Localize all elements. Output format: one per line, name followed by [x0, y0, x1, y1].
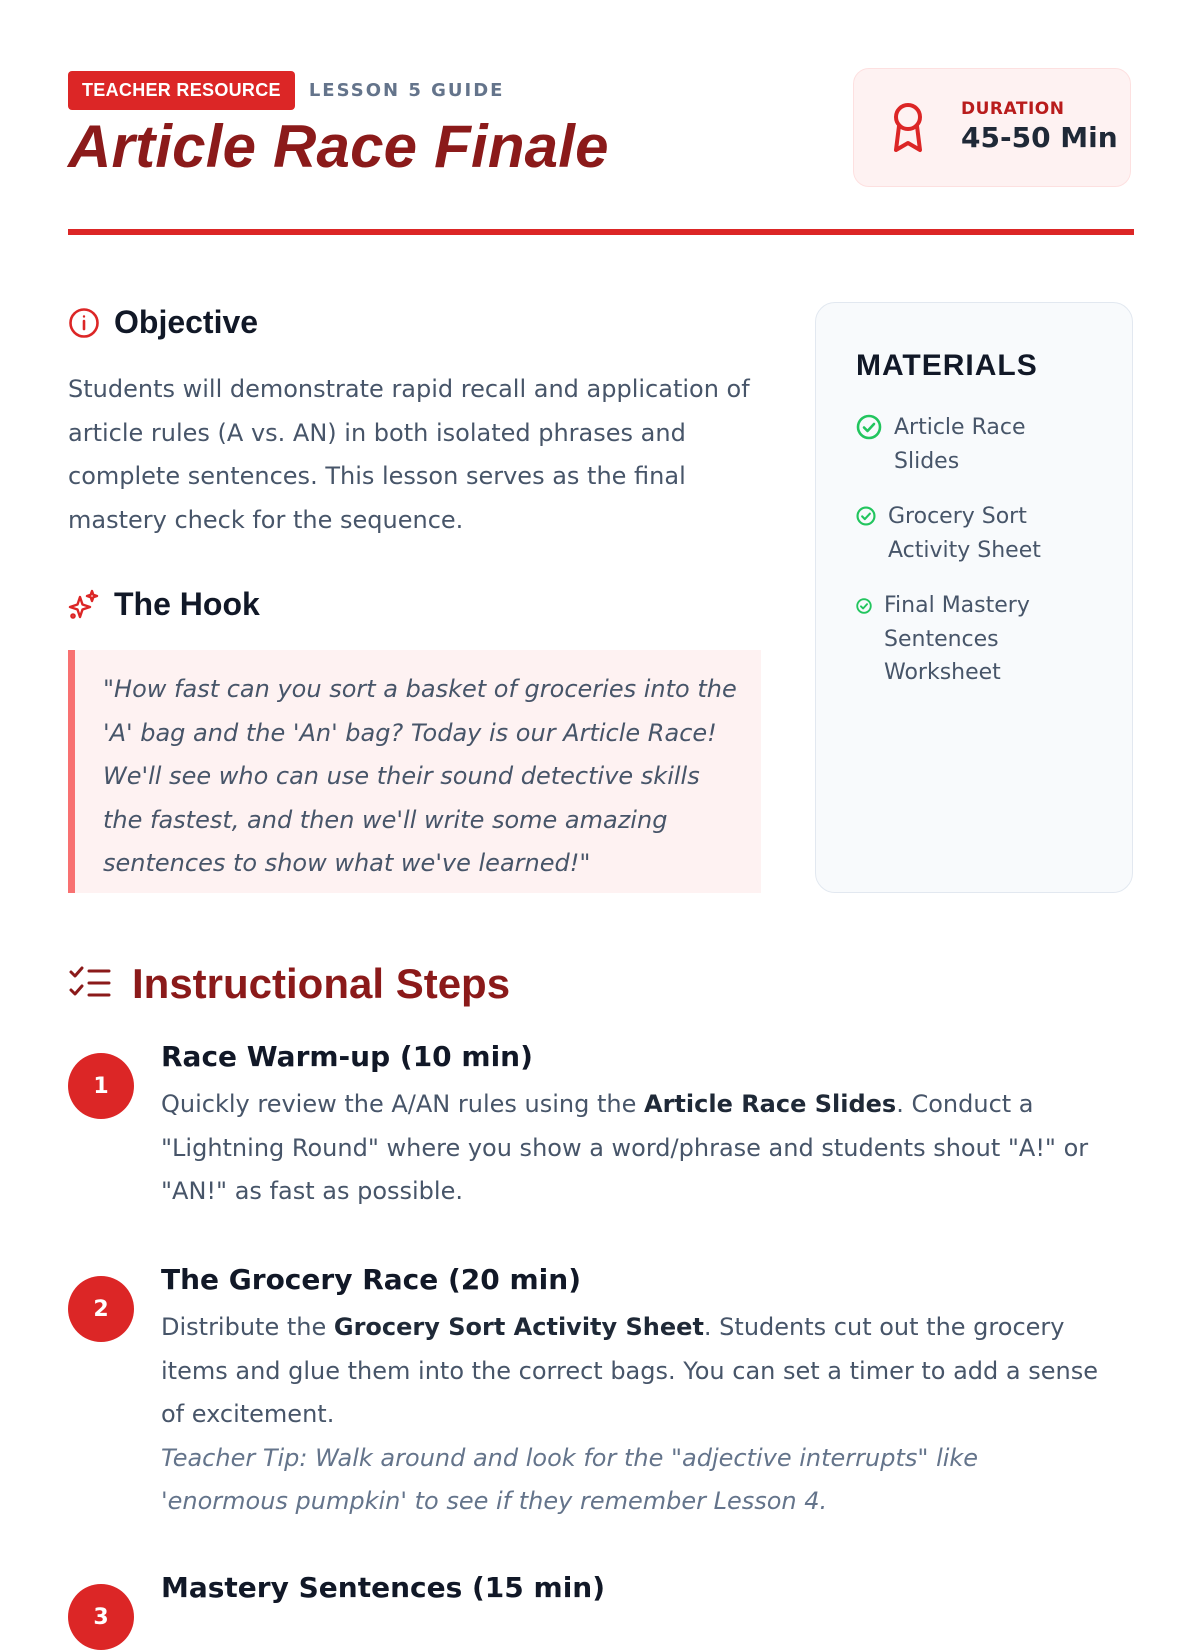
objective-heading: Objective — [114, 304, 259, 340]
sparkles-icon — [68, 589, 100, 621]
materials-heading: MATERIALS — [856, 349, 1038, 382]
header-badges — [68, 71, 504, 110]
checklist-icon — [68, 964, 112, 1004]
duration-info — [961, 99, 1118, 154]
check-circle-icon — [856, 598, 872, 614]
step-text-pre: Distribute the — [161, 1313, 334, 1341]
step-title: Race Warm-up (10 min) — [161, 1040, 533, 1073]
duration-value: 45-50 Min — [961, 121, 1118, 154]
step-text-bold: Article Race Slides — [644, 1090, 897, 1118]
header-divider — [68, 229, 1134, 235]
step-text-post: . Students cut out the grocery items and glue them into the correct bags. You can set a timer to add a sense of excitement. — [161, 1313, 1098, 1428]
material-item — [856, 411, 1092, 478]
materials-card — [815, 302, 1133, 893]
step-number: 1 — [68, 1053, 134, 1119]
material-label: Grocery Sort Activity Sheet — [888, 504, 1041, 563]
material-item — [856, 500, 1092, 567]
step-body — [161, 1571, 1101, 1614]
teacher-resource-badge: TEACHER RESOURCE — [68, 71, 295, 110]
step-number: 3 — [68, 1584, 134, 1650]
material-item — [856, 589, 1092, 690]
teacher-tip: Teacher Tip: Walk around and look for the "adjective interrupts" like 'enormous pumpkin' to see if they remember Lesson 4. — [161, 1443, 979, 1515]
objective-text: Students will demonstrate rapid recall and application of article rules (A vs. AN) in both isolated phrases and complete sentences. This lesson serves as the final mastery check for the sequence. — [68, 375, 750, 534]
hook-heading: The Hook — [114, 586, 260, 622]
steps-heading: Instructional Steps — [132, 960, 511, 1007]
step-body — [161, 1040, 1101, 1214]
step-text-bold: Grocery Sort Activity Sheet — [333, 1313, 704, 1341]
info-icon — [68, 307, 100, 339]
steps-heading-row — [68, 960, 510, 1008]
hook-quote: "How fast can you sort a basket of groceries into the 'A' bag and the 'An' bag? Today is our Article Race! We'll see who can use their sound detective skills the fastest, and then we'll write some amazing sentences to show what we've learned!" — [103, 675, 737, 877]
objective-heading-row — [68, 304, 258, 341]
step-title: Mastery Sentences (15 min) — [161, 1571, 606, 1604]
material-label: Final Mastery Sentences Worksheet — [884, 593, 1030, 685]
check-circle-icon — [856, 506, 876, 526]
step-text — [161, 1306, 1101, 1437]
check-circle-icon — [856, 414, 882, 440]
hook-quote-box — [68, 650, 761, 893]
step-text-post: . Conduct a "Lightning Round" where you show a word/phrase and students shout "A!" or "AN!" as fast as possible. — [161, 1090, 1089, 1205]
step-number: 2 — [68, 1276, 134, 1342]
step-title: The Grocery Race (20 min) — [161, 1263, 581, 1296]
material-label: Article Race Slides — [894, 415, 1026, 474]
duration-card — [853, 68, 1131, 187]
page-title: Article Race Finale — [68, 113, 609, 180]
duration-label: DURATION — [961, 99, 1065, 119]
step-text-pre: Quickly review the A/AN rules using the — [161, 1090, 644, 1118]
lesson-label: LESSON 5 GUIDE — [308, 80, 505, 101]
step-body — [161, 1263, 1101, 1524]
award-ribbon-icon — [888, 101, 928, 155]
hook-heading-row — [68, 586, 260, 623]
step-text — [161, 1083, 1101, 1214]
